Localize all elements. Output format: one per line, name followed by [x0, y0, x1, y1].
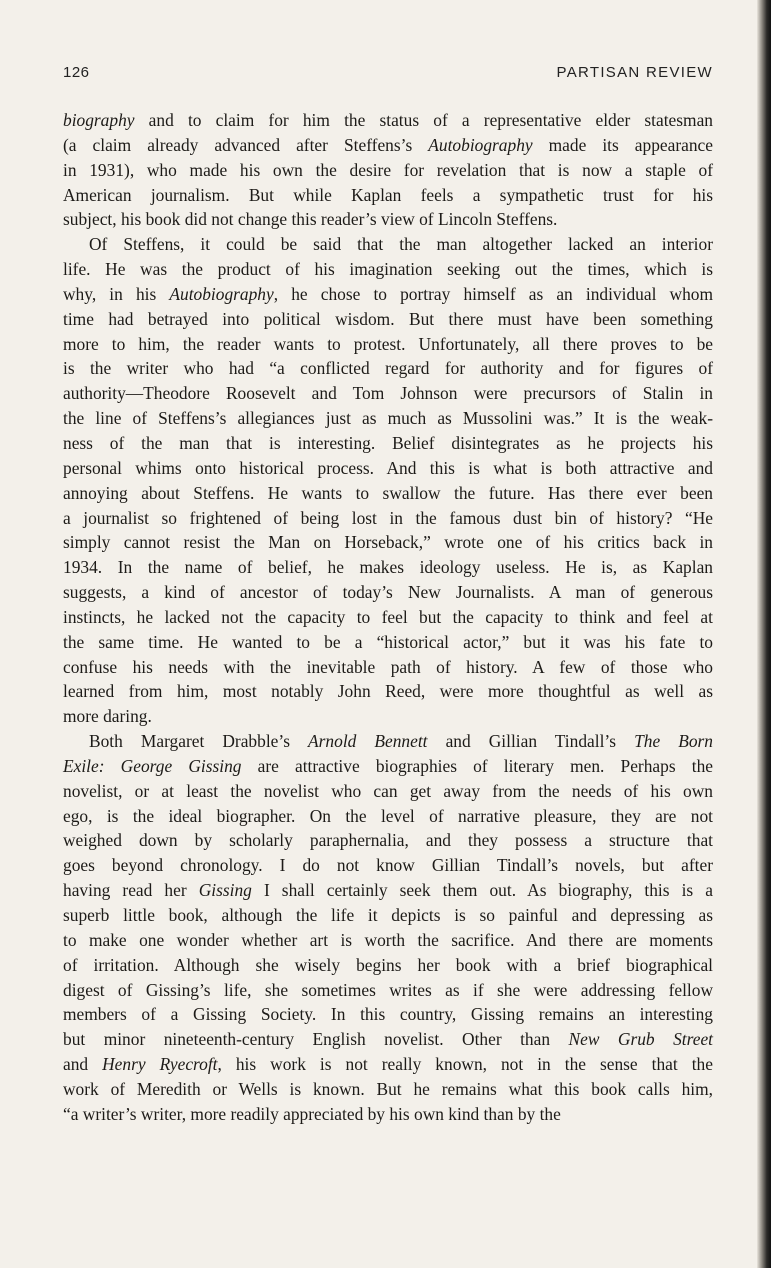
text-run: subject, his book did not change this reader’s view of Lincoln Steffens. — [63, 209, 558, 230]
text-run: weighed down by scholarly paraphernalia, and they possess a structure that — [63, 830, 713, 851]
text-line — [63, 903, 713, 928]
text-run: the line of Steffens’s allegiances just as much as Mussolini was.” It is the weak- — [63, 408, 713, 429]
italic-title: Henry Ryecroft — [102, 1054, 218, 1075]
text-line — [63, 953, 713, 978]
text-run: superb little book, although the life it depicts is so painful and depressing as — [63, 905, 713, 925]
paragraph — [63, 729, 713, 1127]
text-line — [63, 183, 713, 208]
text-line — [63, 779, 713, 804]
page-edge-shadow — [757, 0, 771, 1268]
paragraph — [63, 232, 713, 729]
text-run: are attractive biographies of literary men. Perhaps the — [241, 755, 713, 776]
text-run: ego, is the ideal biographer. On the level of narrative pleasure, they are not — [63, 805, 713, 826]
text-run: , he chose to portray himself as an individual whom — [273, 283, 713, 304]
text-line — [63, 282, 713, 307]
text-run: and Gillian Tindall’s — [427, 731, 635, 752]
text-line — [63, 207, 713, 232]
text-run: to make one wonder whether art is worth the sacrifice. And there are moments — [63, 929, 713, 950]
text-run: time had betrayed into political wisdom. But there must have been something — [63, 308, 713, 329]
italic-title: The Born — [634, 731, 714, 752]
text-run: and — [63, 1054, 103, 1075]
text-run: novelist, or at least the novelist who can get away from the needs of his own — [63, 780, 713, 801]
text-run: but minor nineteenth-century English novelist. Other than — [63, 1029, 569, 1050]
text-line — [63, 506, 713, 531]
text-run: annoying about Steffens. He wants to swallow the future. Has there ever been — [63, 482, 713, 503]
text-run: personal whims onto historical process. And this is what is both attractive and — [63, 457, 713, 478]
text-run: learned from him, most notably John Reed, were more thoughtful as well as — [63, 681, 713, 702]
text-line — [63, 257, 713, 282]
text-line — [63, 1102, 713, 1127]
text-run: ness of the man that is interesting. Belief disintegrates as he projects his — [63, 432, 713, 453]
text-run: “a writer’s writer, more readily appreciated by his own kind than by the — [63, 1103, 561, 1124]
page-header — [63, 64, 713, 86]
text-line — [63, 1077, 713, 1102]
text-line — [63, 332, 713, 357]
text-line — [63, 1027, 713, 1052]
text-run: (a claim already advanced after Steffens’s — [63, 134, 429, 155]
text-line — [63, 729, 713, 754]
text-line — [63, 555, 713, 580]
paragraph — [63, 108, 713, 232]
running-head: PARTISAN REVIEW — [556, 64, 713, 81]
text-line — [63, 978, 713, 1003]
text-run: digest of Gissing’s life, she sometimes writes as if she were addressing fellow — [63, 979, 713, 1000]
text-run: life. He was the product of his imagination seeking out the times, which is — [63, 259, 713, 280]
text-run: authority—Theodore Roosevelt and Tom Johnson were precursors of Stalin in — [63, 383, 713, 404]
text-line — [63, 754, 713, 779]
text-run: the same time. He wanted to be a “historical actor,” but it was his fate to — [63, 631, 713, 652]
text-run: simply cannot resist the Man on Horseback,” wrote one of his critics back in — [63, 532, 713, 553]
italic-title: Exile: George Gissing — [63, 755, 242, 776]
text-run: a journalist so frightened of being lost in the famous dust bin of history? “He — [63, 507, 713, 528]
text-line — [63, 108, 713, 133]
text-run: suggests, a kind of ancestor of today’s New Journalists. A man of generous — [63, 582, 713, 603]
text-line — [63, 630, 713, 655]
text-line — [63, 232, 713, 257]
italic-title: biography — [63, 110, 135, 130]
text-run: instincts, he lacked not the capacity to feel but the capacity to think and feel at — [63, 606, 713, 627]
body-text — [63, 108, 713, 1127]
text-run: Of Steffens, it could be said that the man altogether lacked an interior — [89, 234, 713, 255]
text-run: and to claim for him the status of a representative elder statesman — [134, 110, 713, 130]
text-line — [63, 853, 713, 878]
text-line — [63, 580, 713, 605]
text-run: members of a Gissing Society. In this country, Gissing remains an interesting — [63, 1004, 713, 1025]
text-run: 1934. In the name of belief, he makes ideology useless. He is, as Kaplan — [63, 557, 713, 578]
text-run: work of Meredith or Wells is known. But he remains what this book calls him, — [63, 1078, 713, 1099]
text-run: American journalism. But while Kaplan feels a sympathetic trust for his — [63, 184, 713, 205]
italic-title: New Grub Street — [568, 1029, 713, 1050]
text-run: , his work is not really known, not in the sense that the — [217, 1054, 713, 1075]
text-run: why, in his — [63, 283, 170, 304]
text-line — [63, 431, 713, 456]
italic-title: Arnold Bennett — [308, 731, 428, 752]
text-line — [63, 133, 713, 158]
text-run: made its appearance — [532, 134, 713, 155]
text-line — [63, 1052, 713, 1077]
text-run: I shall certainly seek them out. As biography, this is a — [251, 880, 713, 901]
text-run: of irritation. Although she wisely begins her book with a brief biographical — [63, 954, 713, 975]
text-run: is the writer who had “a conflicted regard for authority and for figures of — [63, 358, 713, 379]
page-number: 126 — [63, 64, 90, 81]
text-line — [63, 928, 713, 953]
text-run: Both Margaret Drabble’s — [89, 731, 309, 752]
text-line — [63, 804, 713, 829]
text-run: in 1931), who made his own the desire for revelation that is now a staple of — [63, 159, 713, 180]
text-run: confuse his needs with the inevitable path of history. A few of those who — [63, 656, 713, 677]
text-line — [63, 530, 713, 555]
italic-title: Gissing — [198, 880, 252, 901]
text-run: more to him, the reader wants to protest. Unfortunately, all there proves to be — [63, 333, 713, 354]
text-run: more daring. — [63, 706, 152, 727]
text-run: having read her — [63, 880, 199, 901]
text-line — [63, 679, 713, 704]
text-line — [63, 878, 713, 903]
text-line — [63, 655, 713, 680]
text-line — [63, 381, 713, 406]
text-line — [63, 356, 713, 381]
text-line — [63, 481, 713, 506]
text-line — [63, 605, 713, 630]
text-line — [63, 828, 713, 853]
text-line — [63, 704, 713, 729]
text-line — [63, 406, 713, 431]
text-line — [63, 456, 713, 481]
italic-title: Autobiography — [428, 134, 533, 155]
text-line — [63, 307, 713, 332]
text-run: goes beyond chronology. I do not know Gillian Tindall’s novels, but after — [63, 855, 713, 876]
text-line — [63, 1002, 713, 1027]
italic-title: Autobiography — [169, 283, 274, 304]
text-line — [63, 158, 713, 183]
